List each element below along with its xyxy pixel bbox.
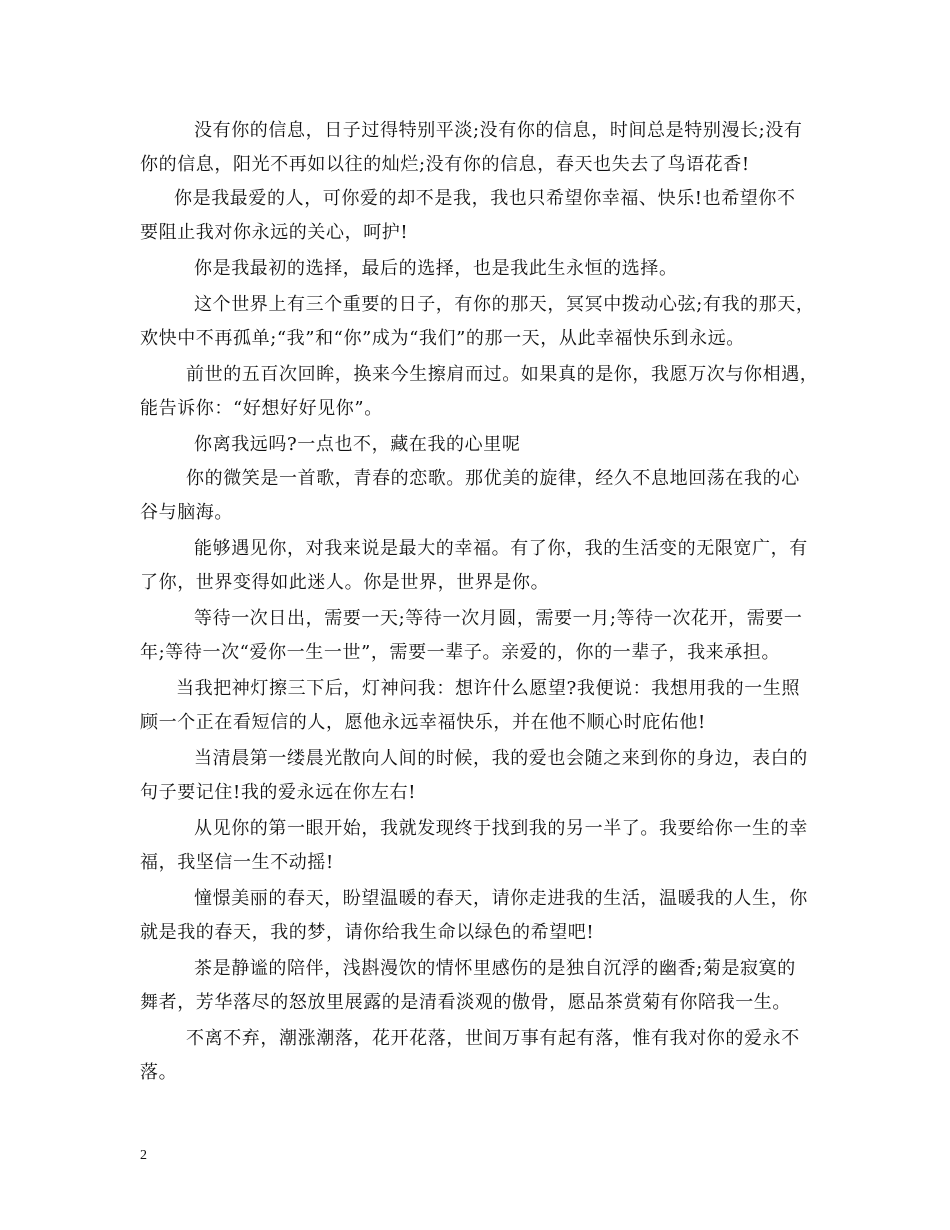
paragraph xyxy=(140,358,819,426)
text-line: 了你，世界变得如此迷人。你是世界，世界是你。 xyxy=(140,572,550,593)
text-line: 你是我最初的选择，最后的选择，也是我此生永恒的选择。 xyxy=(194,258,678,279)
text-line: 就是我的春天，我的梦，请你给我生命以绿色的希望吧! xyxy=(140,922,595,943)
text-line: 当我把神灯擦三下后，灯神问我：想许什么愿望?我便说：我想用我的一生照 xyxy=(176,678,801,699)
text-line: 舞者，芳华落尽的怒放里展露的是清看淡观的傲骨，愿品茶赏菊有你陪我一生。 xyxy=(140,992,791,1013)
paragraph xyxy=(140,252,816,286)
text-line: 能告诉你：“好想好好见你”。 xyxy=(140,398,383,419)
text-line: 憧憬美丽的春天，盼望温暖的春天，请你走进我的生活，温暖我的人生，你 xyxy=(194,888,808,909)
paragraph xyxy=(140,288,816,356)
text-line: 当清晨第一缕晨光散向人间的时候，我的爱也会随之来到你的身边，表白的 xyxy=(194,748,808,769)
paragraph xyxy=(140,882,816,950)
text-line: 从见你的第一眼开始，我就发现终于找到我的另一半了。我要给你一生的幸 xyxy=(194,818,808,839)
page-number: 2 xyxy=(140,1148,147,1163)
paragraph xyxy=(140,532,816,600)
text-line: 欢快中不再孤单;“我”和“你”成为“我们”的那一天，从此幸福快乐到永远。 xyxy=(140,328,745,349)
text-line: 不离不弃，潮涨潮落，花开花落，世间万事有起有落，惟有我对你的爱永不 xyxy=(186,1028,800,1049)
text-line: 句子要记住!我的爱永远在你左右! xyxy=(140,782,417,803)
text-line: 茶是静谧的陪伴，浅斟漫饮的情怀里感伤的是独自沉浮的幽香;菊是寂寞的 xyxy=(194,958,796,979)
text-line: 前世的五百次回眸，换来今生擦肩而过。如果真的是你，我愿万次与你相遇， xyxy=(186,364,819,385)
text-line: 顾一个正在看短信的人，愿他永远幸福快乐，并在他不顺心时庇佑他! xyxy=(140,712,706,733)
text-line: 你离我远吗?一点也不，藏在我的心里呢 xyxy=(194,434,521,455)
paragraph xyxy=(140,182,816,250)
paragraph xyxy=(140,602,816,670)
text-line: 落。 xyxy=(140,1062,178,1083)
paragraph xyxy=(140,462,816,530)
text-line: 能够遇见你，对我来说是最大的幸福。有了你，我的生活变的无限宽广，有 xyxy=(194,538,808,559)
text-line: 等待一次日出，需要一天;等待一次月圆，需要一月;等待一次花开，需要一 xyxy=(194,608,803,629)
text-line: 你是我最爱的人，可你爱的却不是我，我也只希望你幸福、快乐!也希望你不 xyxy=(174,188,796,209)
paragraph xyxy=(140,1022,816,1090)
text-line: 没有你的信息，日子过得特别平淡;没有你的信息，时间总是特别漫长;没有 xyxy=(194,120,803,141)
text-line: 福，我坚信一生不动摇! xyxy=(140,852,334,873)
paragraph xyxy=(140,428,816,462)
text-line: 年;等待一次“爱你一生一世”，需要一辈子。亲爱的，你的一辈子，我来承担。 xyxy=(140,642,781,663)
text-line: 要阻止我对你永远的关心，呵护! xyxy=(140,222,409,243)
text-line: 这个世界上有三个重要的日子，有你的那天，冥冥中拨动心弦;有我的那天， xyxy=(194,294,815,315)
paragraph xyxy=(140,812,816,880)
paragraph xyxy=(140,672,816,740)
text-line: 你的信息，阳光不再如以往的灿烂;没有你的信息，春天也失去了鸟语花香! xyxy=(140,154,750,175)
text-line: 谷与脑海。 xyxy=(140,502,233,523)
text-line: 你的微笑是一首歌，青春的恋歌。那优美的旋律，经久不息地回荡在我的心 xyxy=(186,468,800,489)
paragraph xyxy=(140,742,816,810)
paragraph xyxy=(140,952,816,1020)
paragraph xyxy=(140,114,816,182)
